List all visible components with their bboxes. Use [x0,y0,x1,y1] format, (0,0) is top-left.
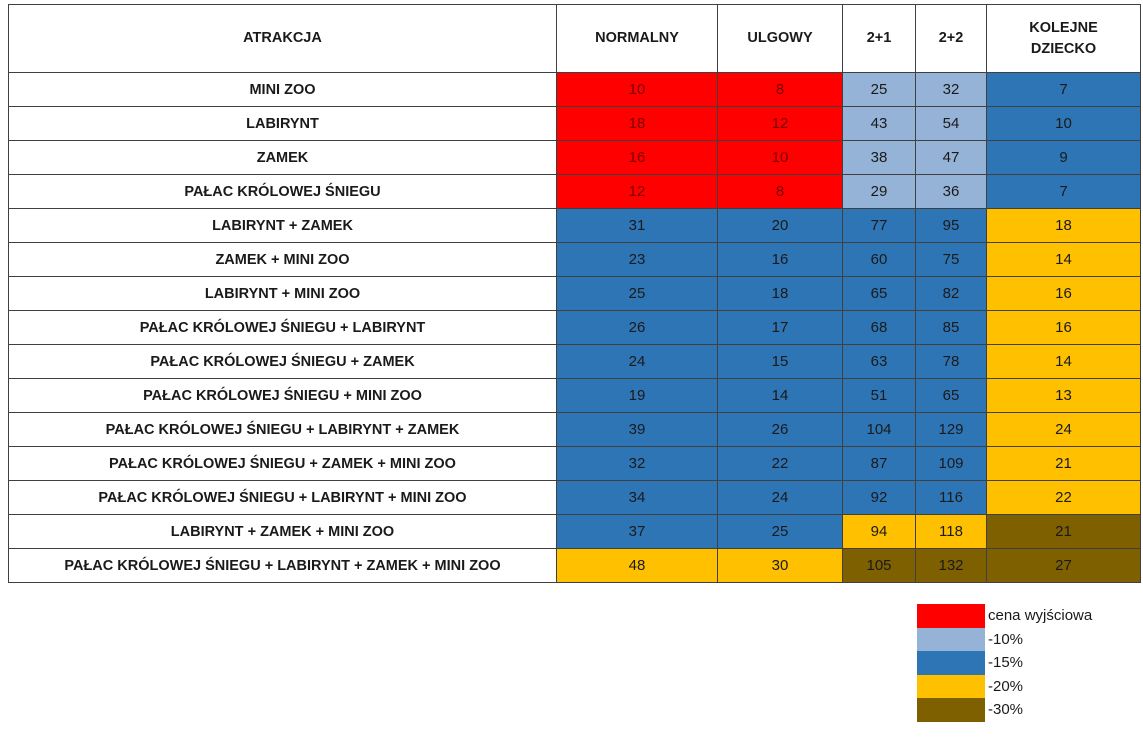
price-cell-next-child: 21 [987,515,1141,549]
price-cell-normal: 37 [557,515,718,549]
header-next-child: KOLEJNE DZIECKO [987,5,1141,73]
price-cell-next-child: 21 [987,447,1141,481]
attraction-name: MINI ZOO [9,73,557,107]
price-cell-normal: 48 [557,549,718,583]
legend-label: -20% [988,677,1024,695]
price-cell-reduced: 30 [718,549,843,583]
price-cell-next-child: 7 [987,73,1141,107]
price-cell-reduced: 8 [718,175,843,209]
attraction-name: LABIRYNT + ZAMEK [9,209,557,243]
price-cell-reduced: 15 [718,345,843,379]
price-cell-next-child: 13 [987,379,1141,413]
price-cell-normal: 24 [557,345,718,379]
table-row [9,209,1141,243]
price-cell-next-child: 14 [987,345,1141,379]
price-cell-reduced: 18 [718,277,843,311]
legend-swatch [917,628,985,652]
price-cell-family-2-1: 38 [843,141,916,175]
price-cell-next-child: 18 [987,209,1141,243]
price-cell-family-2-1: 25 [843,73,916,107]
price-cell-family-2-2: 116 [916,481,987,515]
price-cell-family-2-1: 65 [843,277,916,311]
attraction-name: PAŁAC KRÓLOWEJ ŚNIEGU + LABIRYNT + MINI ZOO [9,481,557,515]
price-cell-family-2-2: 47 [916,141,987,175]
price-cell-reduced: 8 [718,73,843,107]
price-cell-family-2-2: 95 [916,209,987,243]
attraction-name: PAŁAC KRÓLOWEJ ŚNIEGU + LABIRYNT [9,311,557,345]
attraction-name: ZAMEK + MINI ZOO [9,243,557,277]
legend-swatch [917,651,985,675]
price-cell-normal: 10 [557,73,718,107]
price-cell-normal: 18 [557,107,718,141]
price-table [8,4,1141,583]
attraction-name: PAŁAC KRÓLOWEJ ŚNIEGU + MINI ZOO [9,379,557,413]
price-cell-reduced: 25 [718,515,843,549]
legend-swatch [917,698,985,722]
price-cell-reduced: 14 [718,379,843,413]
price-cell-family-2-2: 78 [916,345,987,379]
price-cell-normal: 12 [557,175,718,209]
price-cell-family-2-1: 104 [843,413,916,447]
price-cell-next-child: 27 [987,549,1141,583]
header-attraction: ATRAKCJA [9,5,557,73]
legend-label: -10% [988,630,1024,648]
price-cell-normal: 23 [557,243,718,277]
price-cell-family-2-1: 94 [843,515,916,549]
table-row [9,175,1141,209]
price-cell-family-2-1: 63 [843,345,916,379]
header-reduced: ULGOWY [718,5,843,73]
price-cell-family-2-2: 129 [916,413,987,447]
table-row [9,311,1141,345]
price-cell-family-2-1: 60 [843,243,916,277]
price-cell-family-2-2: 54 [916,107,987,141]
price-cell-next-child: 16 [987,311,1141,345]
price-cell-normal: 31 [557,209,718,243]
price-cell-normal: 34 [557,481,718,515]
table-body [9,73,1141,583]
table-row [9,515,1141,549]
price-cell-family-2-2: 82 [916,277,987,311]
price-cell-next-child: 9 [987,141,1141,175]
table-row [9,107,1141,141]
price-cell-next-child: 16 [987,277,1141,311]
price-cell-family-2-1: 29 [843,175,916,209]
price-cell-family-2-1: 43 [843,107,916,141]
table-row [9,73,1141,107]
price-cell-family-2-2: 65 [916,379,987,413]
price-cell-family-2-1: 92 [843,481,916,515]
table-row [9,141,1141,175]
legend-label: -15% [988,654,1024,671]
price-cell-reduced: 16 [718,243,843,277]
table-row [9,481,1141,515]
price-cell-next-child: 24 [987,413,1141,447]
table-row [9,379,1141,413]
price-cell-family-2-2: 85 [916,311,987,345]
price-cell-reduced: 12 [718,107,843,141]
price-cell-reduced: 24 [718,481,843,515]
price-cell-normal: 16 [557,141,718,175]
attraction-name: PAŁAC KRÓLOWEJ ŚNIEGU + ZAMEK [9,345,557,379]
price-cell-normal: 19 [557,379,718,413]
table-row [9,413,1141,447]
table-row [9,447,1141,481]
price-cell-family-2-2: 109 [916,447,987,481]
attraction-name: PAŁAC KRÓLOWEJ ŚNIEGU + LABIRYNT + ZAMEK [9,413,557,447]
price-cell-family-2-1: 77 [843,209,916,243]
header-family-2-2: 2+2 [916,5,987,73]
attraction-name: PAŁAC KRÓLOWEJ ŚNIEGU + LABIRYNT + ZAMEK + MINI ZOO [9,549,557,583]
table-row [9,549,1141,583]
attraction-name: PAŁAC KRÓLOWEJ ŚNIEGU [9,175,557,209]
price-cell-family-2-1: 51 [843,379,916,413]
price-cell-family-2-1: 87 [843,447,916,481]
header-normal: NORMALNY [557,5,718,73]
attraction-name: LABIRYNT + MINI ZOO [9,277,557,311]
price-cell-normal: 25 [557,277,718,311]
price-cell-family-2-2: 36 [916,175,987,209]
price-cell-reduced: 17 [718,311,843,345]
price-cell-reduced: 22 [718,447,843,481]
price-cell-family-2-1: 105 [843,549,916,583]
attraction-name: ZAMEK [9,141,557,175]
attraction-name: LABIRYNT [9,107,557,141]
price-cell-family-2-2: 118 [916,515,987,549]
attraction-name: PAŁAC KRÓLOWEJ ŚNIEGU + ZAMEK + MINI ZOO [9,447,557,481]
legend-label: -30% [988,701,1024,718]
legend-swatch [917,604,985,628]
price-cell-family-2-1: 68 [843,311,916,345]
price-cell-next-child: 22 [987,481,1141,515]
price-cell-next-child: 7 [987,175,1141,209]
price-cell-family-2-2: 132 [916,549,987,583]
table-row [9,345,1141,379]
legend-label: cena wyjściowa [988,607,1093,624]
price-cell-normal: 32 [557,447,718,481]
price-cell-family-2-2: 75 [916,243,987,277]
header-row [9,5,1141,73]
table-row [9,277,1141,311]
table-row [9,243,1141,277]
price-cell-normal: 26 [557,311,718,345]
attraction-name: LABIRYNT + ZAMEK + MINI ZOO [9,515,557,549]
price-cell-reduced: 20 [718,209,843,243]
price-cell-reduced: 26 [718,413,843,447]
legend-swatch [917,675,985,699]
price-cell-next-child: 14 [987,243,1141,277]
price-cell-reduced: 10 [718,141,843,175]
price-cell-normal: 39 [557,413,718,447]
price-cell-next-child: 10 [987,107,1141,141]
header-family-2-1: 2+1 [843,5,916,73]
price-cell-family-2-2: 32 [916,73,987,107]
